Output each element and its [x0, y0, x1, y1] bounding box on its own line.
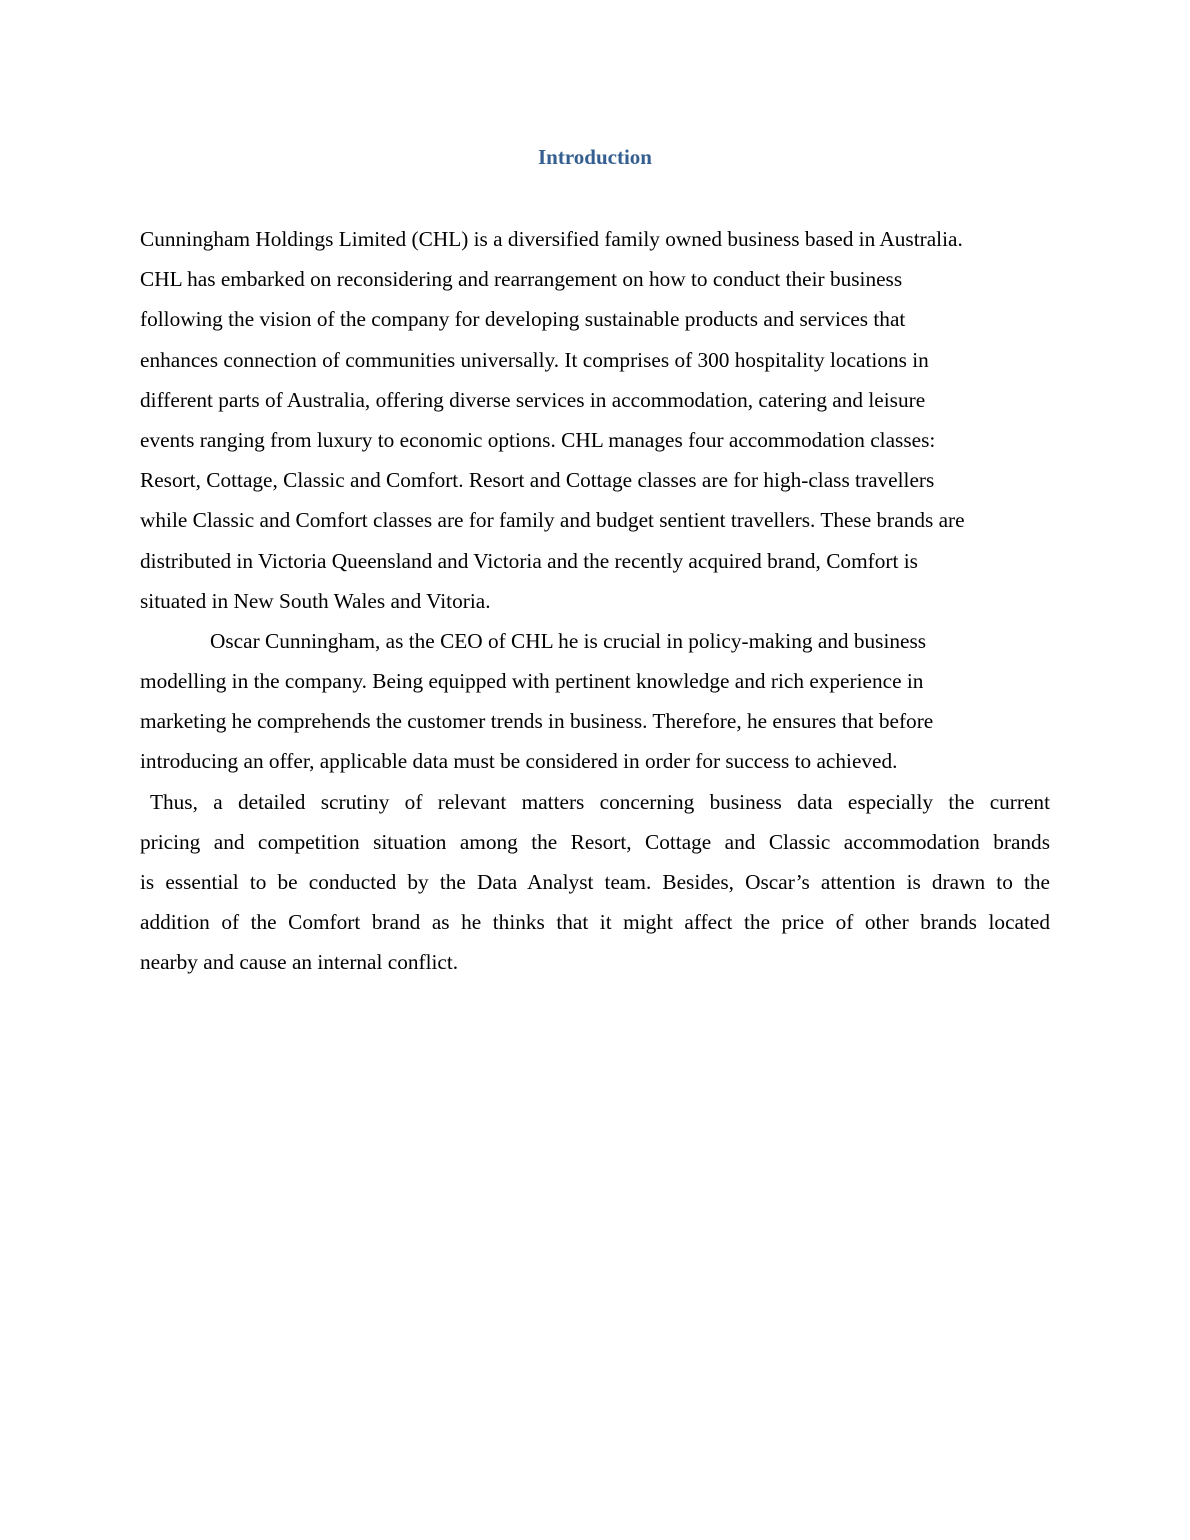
text-line: modelling in the company. Being equipped with pertinent knowledge and rich experience in — [140, 669, 924, 694]
text-line: following the vision of the company for developing sustainable products and services that — [140, 307, 906, 332]
text-line: marketing he comprehends the customer trends in business. Therefore, he ensures that before — [140, 709, 934, 734]
text-line: is essential to be conducted by the Data Analyst team. Besides, Oscar’s attention is drawn to the — [140, 870, 1050, 894]
text-line: nearby and cause an internal conflict. — [140, 950, 459, 975]
paragraph-ceo — [140, 626, 1050, 787]
text-line: enhances connection of communities universally. It comprises of 300 hospitality locations in — [140, 347, 929, 372]
text-line: Resort, Cottage, Classic and Comfort. Resort and Cottage classes are for high-class travellers — [140, 468, 935, 493]
text-line: Thus, a detailed scrutiny of relevant matters concerning business data especially the current — [150, 789, 1050, 814]
paragraph-company-overview — [140, 224, 1050, 626]
text-line: situated in New South Wales and Vitoria. — [140, 588, 491, 613]
text-line: Oscar Cunningham, as the CEO of CHL he is crucial in policy-making and business — [210, 628, 927, 653]
text-line: addition of the Comfort brand as he thinks that it might affect the price of other brands located — [140, 910, 1050, 935]
text-line: events ranging from luxury to economic options. CHL manages four accommodation classes: — [140, 427, 936, 452]
text-line: while Classic and Comfort classes are for family and budget sentient travellers. These brands are — [140, 508, 965, 533]
section-heading: Introduction — [538, 145, 652, 169]
text-line: introducing an offer, applicable data must be considered in order for success to achieved. — [140, 749, 898, 774]
text-line: distributed in Victoria Queensland and Victoria and the recently acquired brand, Comfort is — [140, 548, 918, 573]
text-line: Cunningham Holdings Limited (CHL) is a diversified family owned business based in Australia. — [140, 227, 963, 251]
text-line: pricing and competition situation among the Resort, Cottage and Classic accommodation brands — [140, 829, 1050, 854]
paragraph-data-analysis — [140, 787, 1050, 988]
body-text — [140, 224, 1050, 988]
text-line: CHL has embarked on reconsidering and rearrangement on how to conduct their business — [140, 267, 903, 292]
text-line: different parts of Australia, offering diverse services in accommodation, catering and leisure — [140, 387, 926, 412]
